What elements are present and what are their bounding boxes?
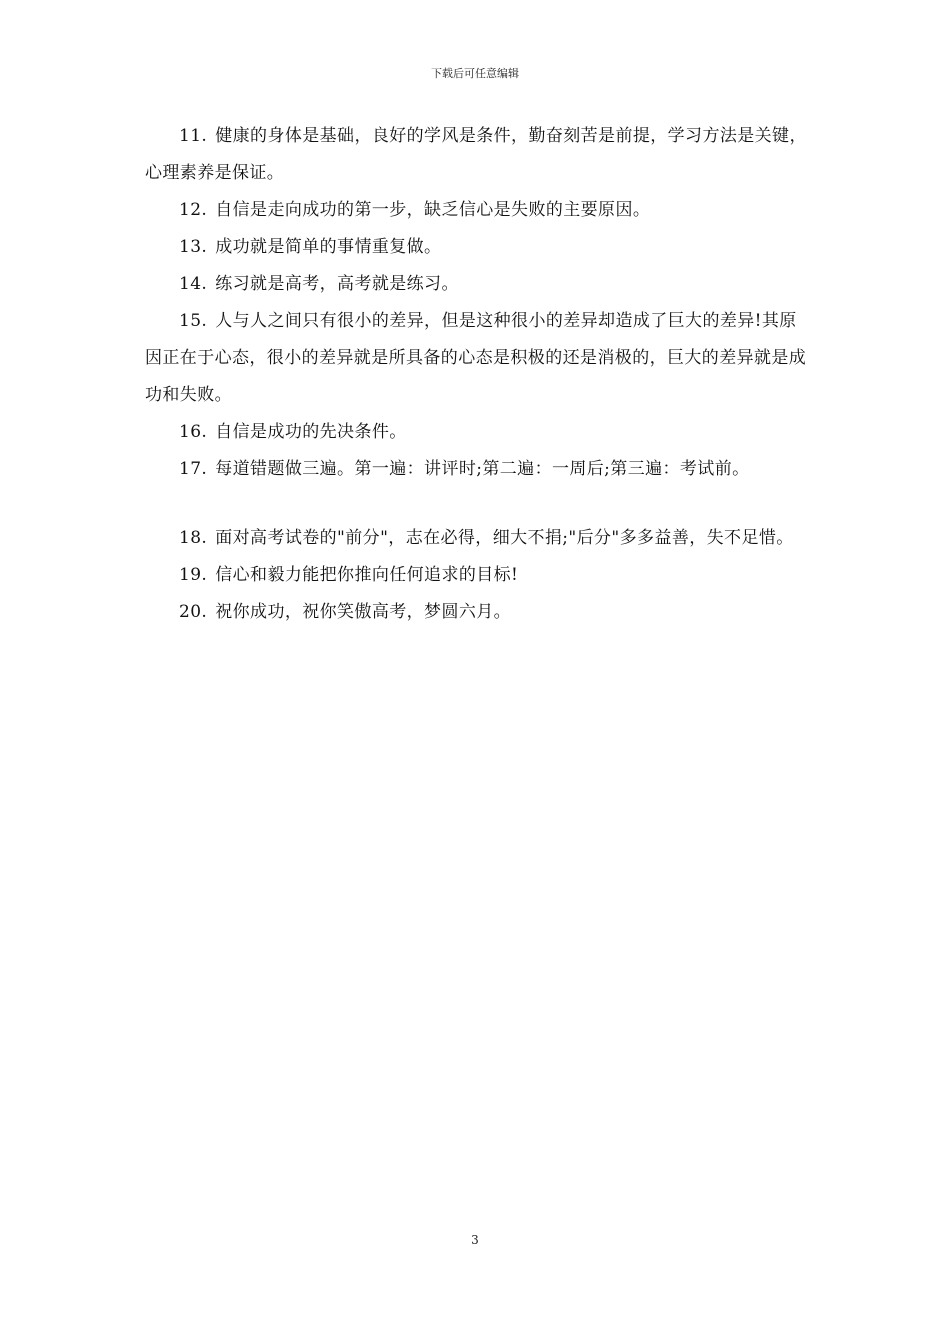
list-item <box>145 118 810 192</box>
item-text: 成功就是简单的事情重复做。 <box>215 237 442 257</box>
page-number: 3 <box>471 1233 479 1247</box>
item-number: 13. <box>179 237 208 257</box>
item-number: 12. <box>179 200 208 220</box>
list-item <box>145 594 810 631</box>
item-text: 健康的身体是基础，良好的学风是条件，勤奋刻苦是前提，学习方法是关键，心理素养是保证。 <box>145 126 807 183</box>
document-body <box>145 118 810 631</box>
item-number: 17. <box>179 459 208 479</box>
item-text: 自信是成功的先决条件。 <box>215 422 407 442</box>
list-item <box>145 451 810 488</box>
item-text: 练习就是高考，高考就是练习。 <box>215 274 459 294</box>
item-text: 祝你成功，祝你笑傲高考，梦圆六月。 <box>215 602 512 622</box>
list-item <box>145 192 810 229</box>
item-number: 20. <box>179 602 208 622</box>
list-item <box>145 414 810 451</box>
item-number: 18. <box>179 528 208 548</box>
item-text: 自信是走向成功的第一步，缺乏信心是失败的主要原因。 <box>215 200 651 220</box>
item-number: 16. <box>179 422 208 442</box>
item-text: 面对高考试卷的"前分"，志在必得，细大不捐;"后分"多多益善，失不足惜。 <box>215 528 794 548</box>
item-number: 14. <box>179 274 208 294</box>
item-number: 19. <box>179 565 208 585</box>
list-item <box>145 303 810 414</box>
item-text: 人与人之间只有很小的差异，但是这种很小的差异却造成了巨大的差异!其原因正在于心态，很小的差异就是所具备的心态是积极的还是消极的，巨大的差异就是成功和失败。 <box>145 311 807 405</box>
list-item <box>145 520 810 557</box>
list-item <box>145 557 810 594</box>
list-item <box>145 229 810 266</box>
item-number: 11. <box>179 126 208 146</box>
item-text: 信心和毅力能把你推向任何追求的目标! <box>215 565 519 585</box>
item-number: 15. <box>179 311 208 331</box>
page-header: 下载后可任意编辑 <box>431 67 519 80</box>
list-item <box>145 266 810 303</box>
item-text: 每道错题做三遍。第一遍：讲评时;第二遍：一周后;第三遍：考试前。 <box>215 459 750 479</box>
